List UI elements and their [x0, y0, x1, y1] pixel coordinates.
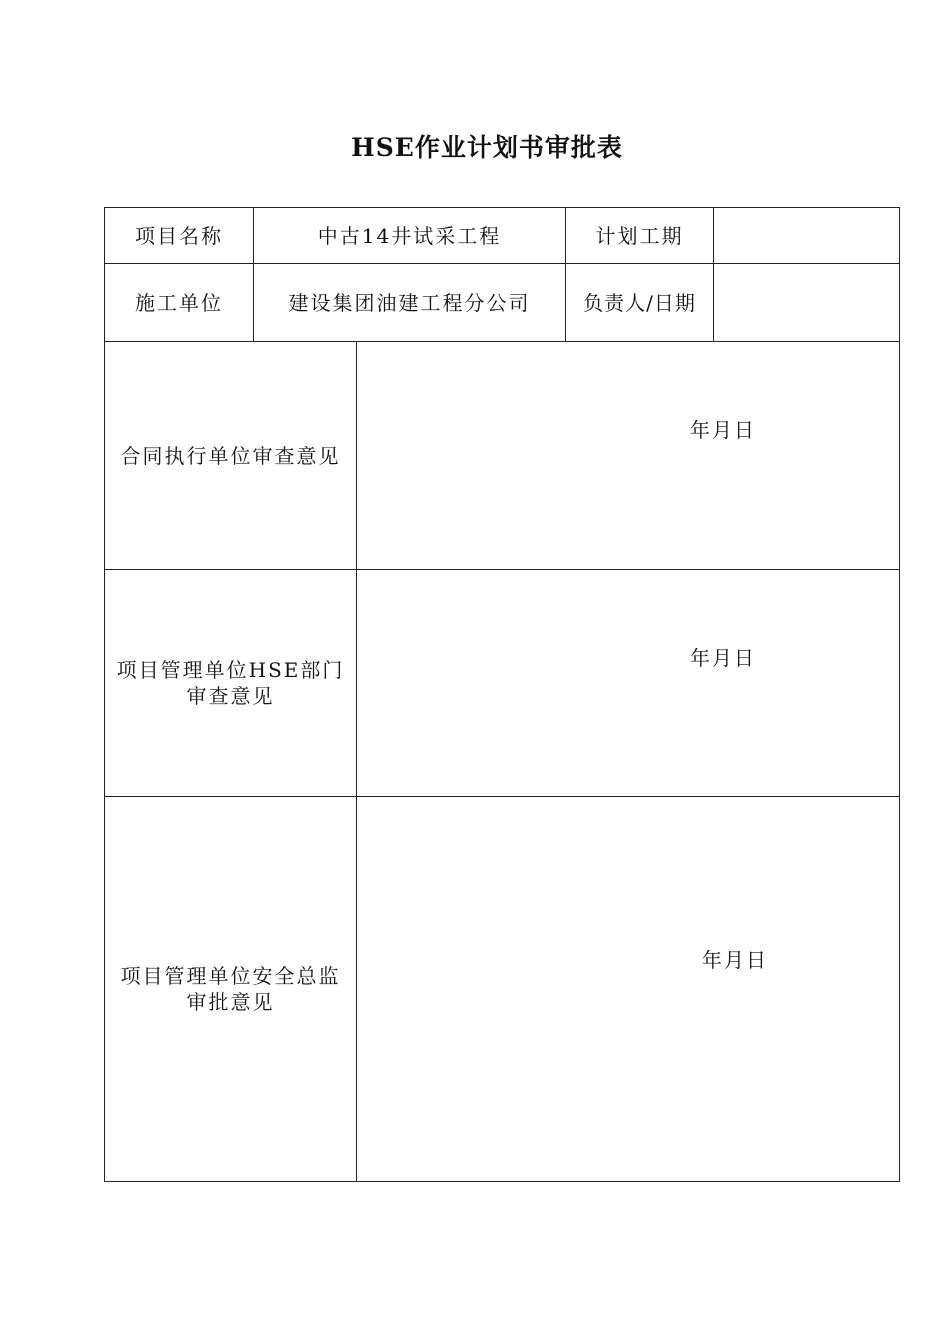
planned-period-label: 计划工期 [595, 223, 684, 248]
planned-period-value [714, 208, 899, 263]
approval-table [104, 207, 900, 1182]
safety-director-approval-label-line2: 审批意见 [186, 990, 275, 1014]
project-name-value: 中古14井试采工程 [317, 223, 502, 248]
hse-dept-review-label-line2: 审查意见 [186, 684, 275, 708]
hse-dept-review-label [105, 570, 356, 796]
safety-director-approval-label-line1: 项目管理单位安全总监 [120, 964, 341, 988]
project-name-label: 项目名称 [135, 223, 223, 248]
column-divider [356, 341, 357, 1181]
safety-director-approval-label [105, 797, 356, 1181]
contractor-label: 施工单位 [135, 290, 223, 315]
responsible-date-label: 负责人/日期 [583, 290, 696, 315]
contract-unit-review-label: 合同执行单位审查意见 [120, 443, 341, 468]
hse-dept-review-label-line1: 项目管理单位HSE部门 [116, 658, 345, 682]
contract-unit-review-date: 年月日 [690, 418, 756, 442]
responsible-date-value [714, 264, 899, 341]
safety-director-approval-date: 年月日 [702, 948, 768, 972]
hse-dept-review-date: 年月日 [690, 646, 756, 670]
form-title: HSE作业计划书审批表 [351, 133, 623, 162]
contractor-value: 建设集团油建工程分公司 [288, 290, 531, 315]
